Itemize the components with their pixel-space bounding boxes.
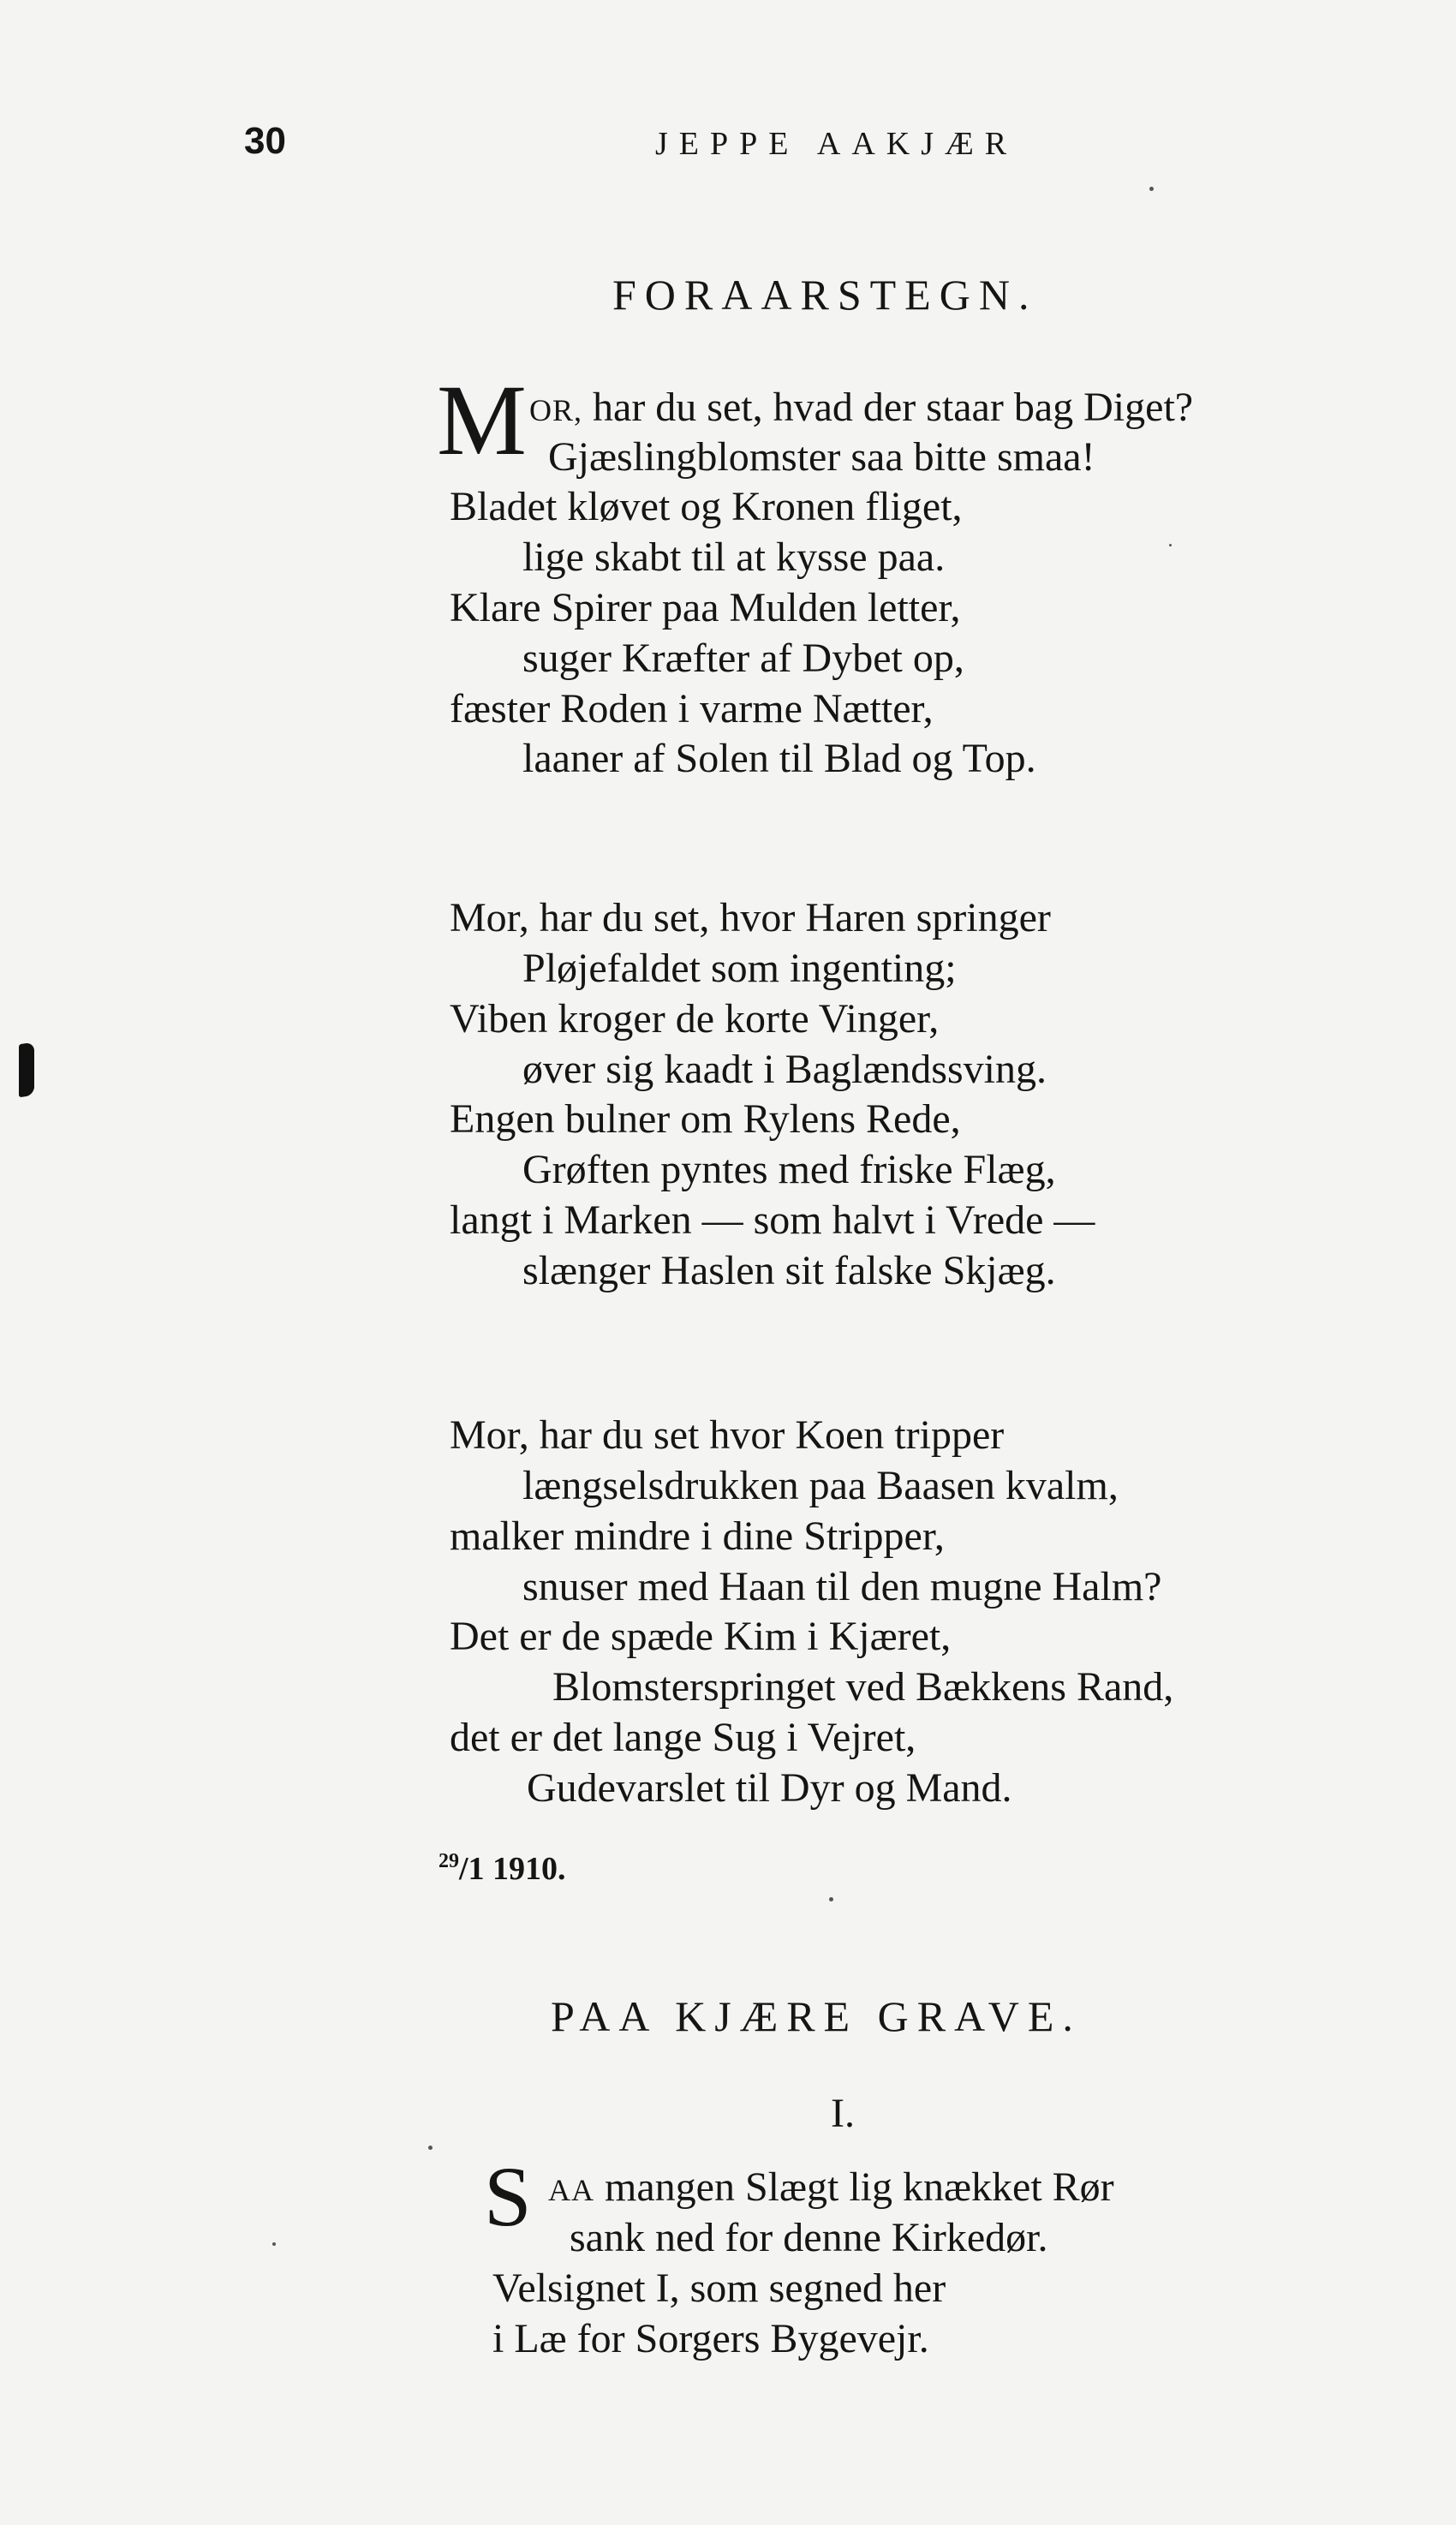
- poem-line: Bladet kløvet og Kronen fliget,: [450, 484, 963, 529]
- poem-title: PAA KJÆRE GRAVE.: [551, 1992, 1082, 2040]
- poem-line: [529, 383, 1193, 435]
- running-head: JEPPE AAKJÆR: [655, 126, 1018, 162]
- scan-speck: [428, 2146, 433, 2150]
- date-rest: /1 1910.: [459, 1851, 566, 1887]
- poem-line: det er det lange Sug i Vejret,: [450, 1715, 916, 1760]
- poem-line: Klare Spirer paa Mulden letter,: [450, 585, 961, 630]
- poem-line: Blomsterspringet ved Bækkens Rand,: [552, 1664, 1174, 1710]
- poem-line: Gjæslingblomster saa bitte smaa!: [548, 434, 1095, 480]
- poem-line: længselsdrukken paa Baasen kvalm,: [522, 1463, 1119, 1508]
- scan-speck: [1149, 187, 1154, 191]
- smallcaps-word: OR,: [529, 393, 583, 427]
- poem-line: Gudevarslet til Dyr og Mand.: [527, 1765, 1012, 1811]
- date-day: 29: [439, 1850, 459, 1872]
- poem-line: fæster Roden i varme Nætter,: [450, 686, 934, 731]
- scan-speck: [829, 1897, 833, 1901]
- poem-line: slænger Haslen sit falske Skjæg.: [522, 1248, 1056, 1293]
- scan-speck: [1169, 544, 1172, 546]
- poem-line: Velsignet I, som segned her: [492, 2265, 946, 2311]
- poem-date: [439, 1850, 566, 1888]
- poem-line: øver sig kaadt i Baglændssving.: [522, 1047, 1047, 1092]
- page-number: 30: [244, 120, 286, 162]
- smallcaps-word: AA: [548, 2173, 594, 2207]
- line-text: har du set, hvad der staar bag Diget?: [582, 385, 1194, 430]
- poem-line: suger Kræfter af Dybet op,: [522, 636, 964, 681]
- scan-speck: [272, 2242, 276, 2246]
- drop-cap: S: [484, 2149, 532, 2244]
- poem-line: [548, 2163, 1114, 2215]
- poem-title: FORAARSTEGN.: [612, 271, 1038, 319]
- poem-line: Mor, har du set, hvor Haren springer: [450, 895, 1051, 940]
- drop-cap: M: [437, 364, 527, 476]
- poem-line: langt i Marken — som halvt i Vrede —: [450, 1197, 1095, 1243]
- poem-line: Det er de spæde Kim i Kjæret,: [450, 1614, 952, 1659]
- poem-line: snuser med Haan til den mugne Halm?: [522, 1564, 1162, 1609]
- poem-line: sank ned for denne Kirkedør.: [570, 2215, 1048, 2260]
- poem-line: Engen bulner om Rylens Rede,: [450, 1096, 961, 1142]
- poem-line: Grøften pyntes med friske Flæg,: [522, 1147, 1056, 1192]
- poem-line: Mor, har du set hvor Koen tripper: [450, 1412, 1005, 1458]
- poem-line: i Læ for Sorgers Bygevejr.: [492, 2316, 929, 2361]
- line-text: mangen Slægt lig knækket Rør: [594, 2164, 1114, 2210]
- poem-line: malker mindre i dine Stripper,: [450, 1513, 945, 1559]
- poem-line: lige skabt til at kysse paa.: [522, 534, 946, 580]
- poem-line: Pløjefaldet som ingenting;: [522, 946, 957, 991]
- poem-line: laaner af Solen til Blad og Top.: [522, 736, 1036, 781]
- section-numeral: I.: [831, 2091, 855, 2136]
- poem-line: Viben kroger de korte Vinger,: [450, 996, 940, 1042]
- scan-edge-mark: [19, 1042, 34, 1098]
